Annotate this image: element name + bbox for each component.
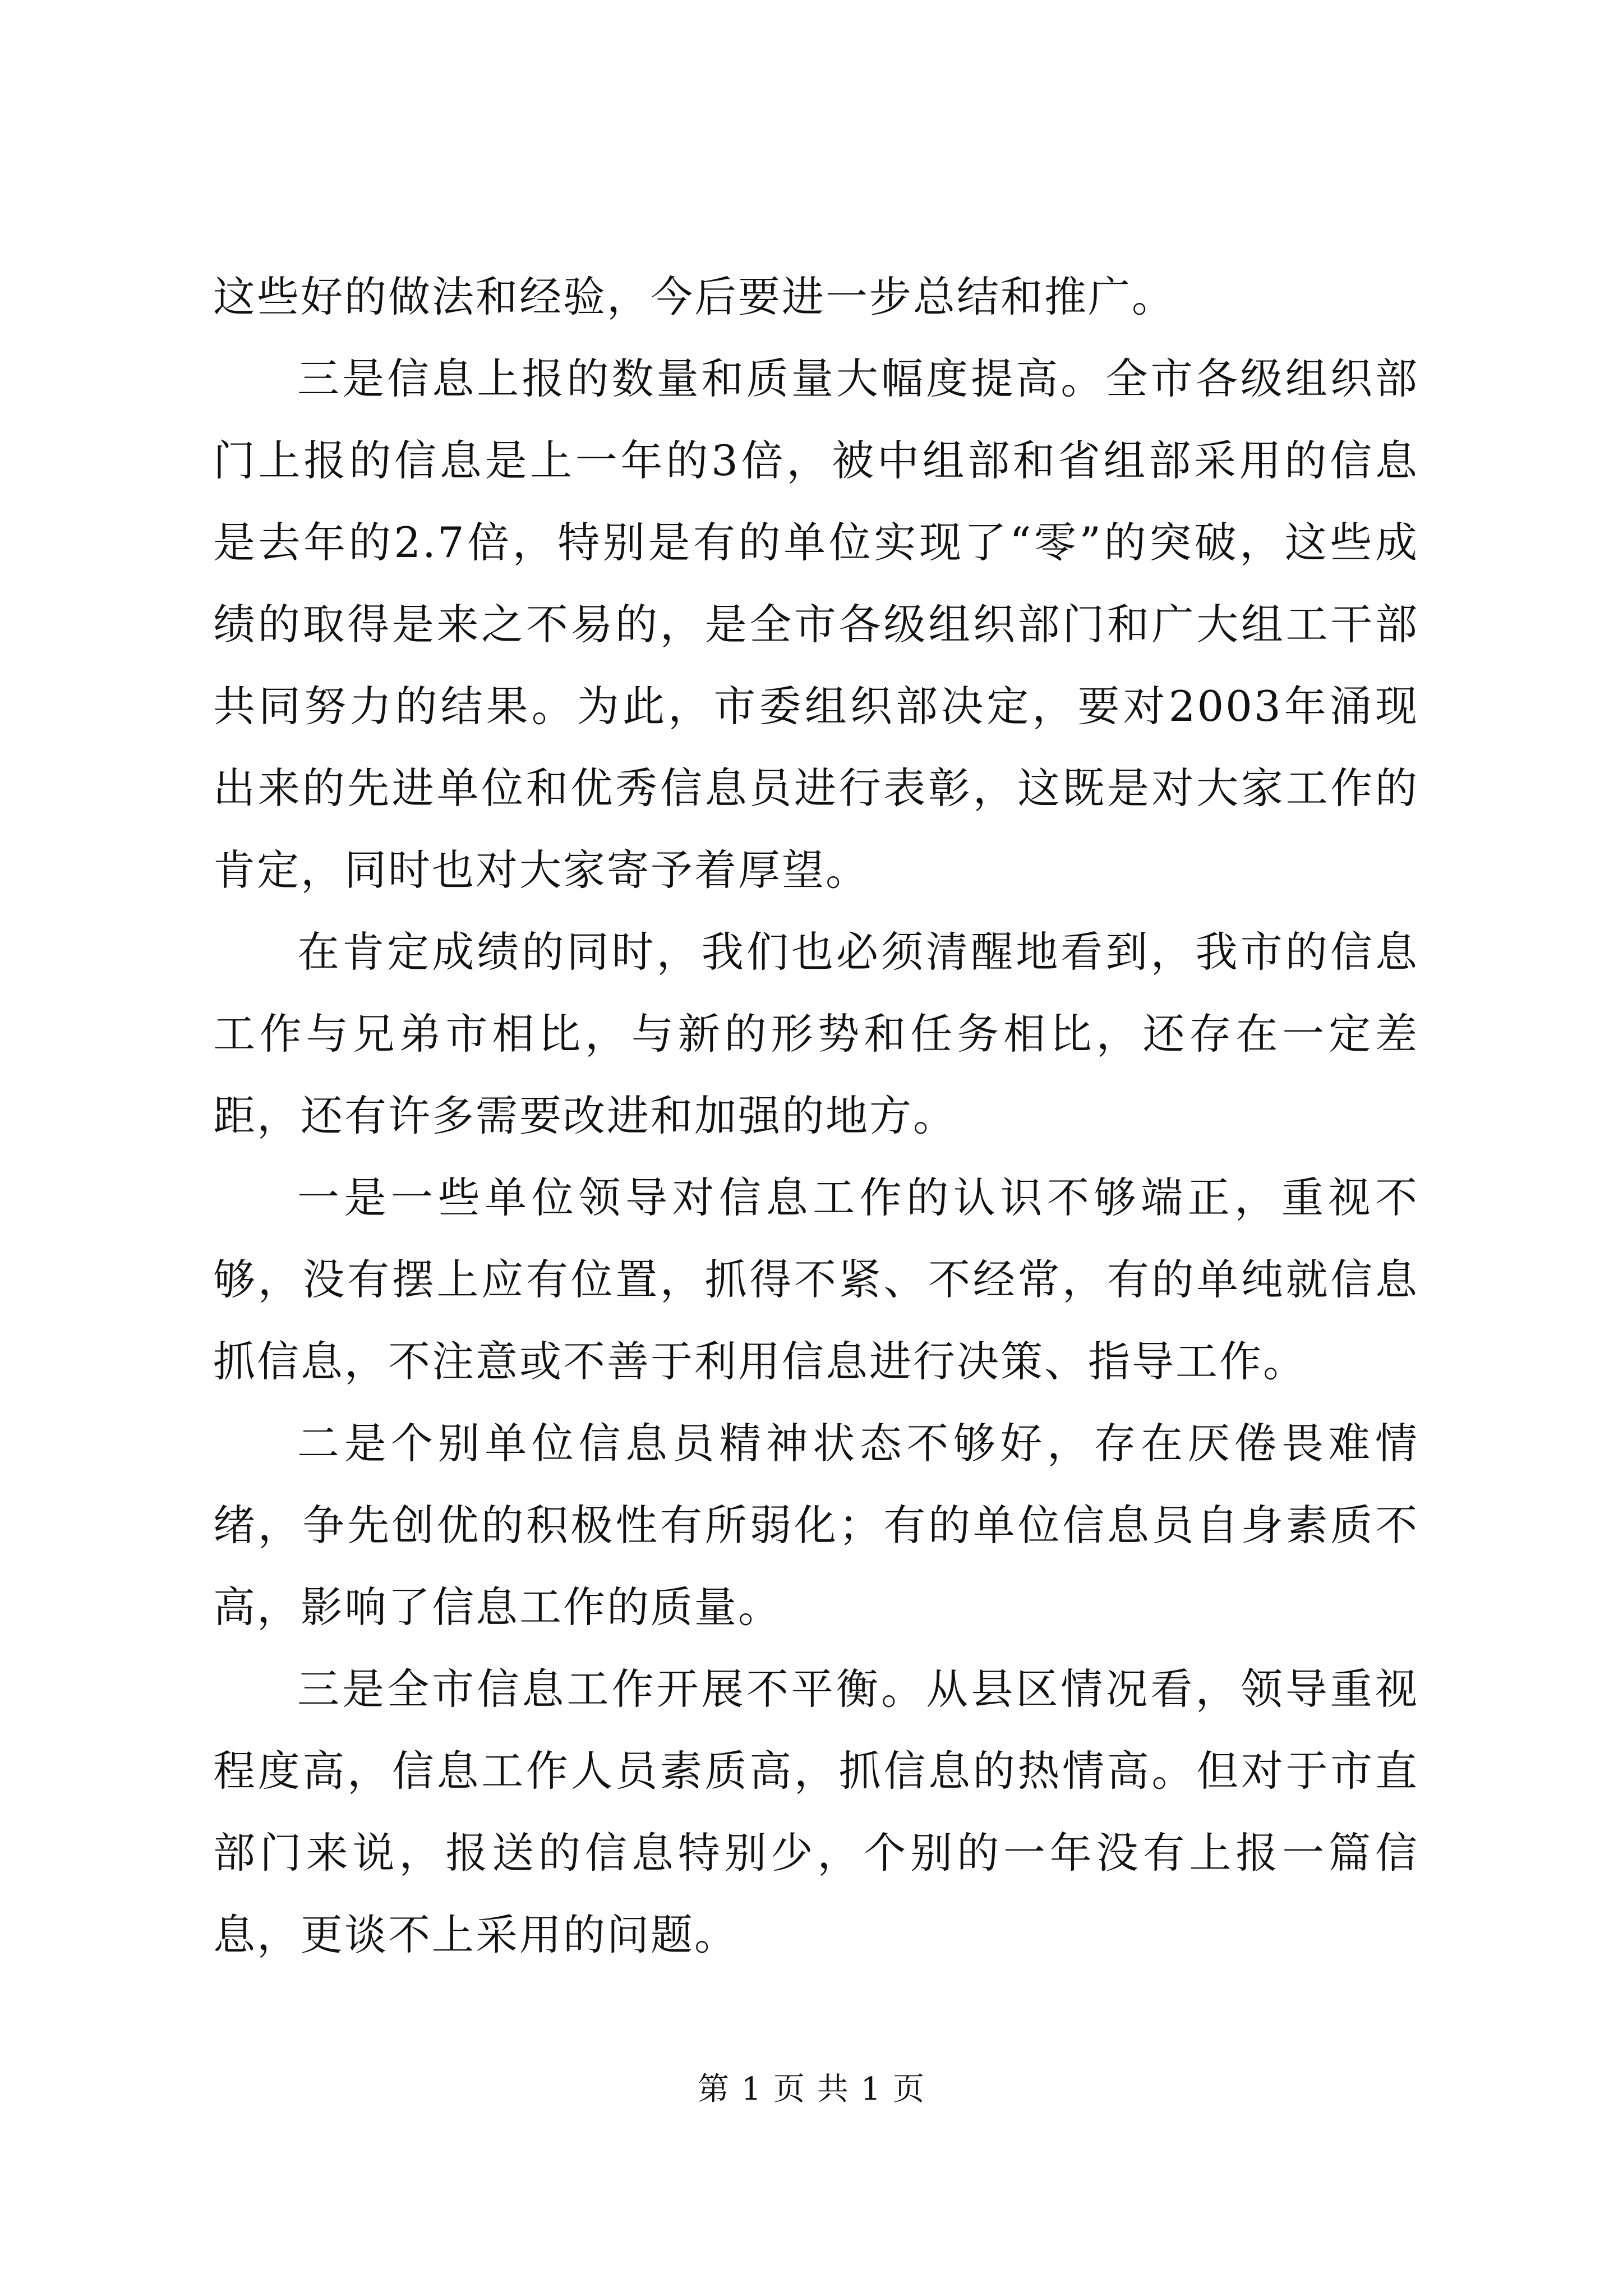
- document-body: [213, 256, 1419, 1976]
- paragraph-4: 一是一些单位领导对信息工作的认识不够端正，重视不够，没有摆上应有位置，抓得不紧、不经常，有的单纯就信息抓信息，不注意或不善于利用信息进行决策、指导工作。: [213, 1173, 1419, 1386]
- paragraph-1: 这些好的做法和经验，今后要进一步总结和推广。: [213, 272, 1176, 321]
- page-footer: [0, 2070, 1623, 2109]
- paragraph-2: 三是信息上报的数量和质量大幅度提高。全市各级组织部门上报的信息是上一年的3倍，被中组部和省组部采用的信息是去年的2.7倍，特别是有的单位实现了“零”的突破，这些成绩的取得是来之不易的，是全市各级组织部门和广大组工干部共同努力的结果。为此，市委组织部决定，要对2003年涌现出来的先进单位和优秀信息员进行表彰，这既是对大家工作的肯定，同时也对大家寄予着厚望。: [213, 354, 1419, 895]
- page-number: 第 1 页 共 1 页: [697, 2071, 926, 2108]
- paragraph-6: 三是全市信息工作开展不平衡。从县区情况看，领导重视程度高，信息工作人员素质高，抓信息的热情高。但对于市直部门来说，报送的信息特别少，个别的一年没有上报一篇信息，更谈不上采用的问题。: [213, 1664, 1419, 1959]
- paragraph-3: 在肯定成绩的同时，我们也必须清醒地看到，我市的信息工作与兄弟市相比，与新的形势和任务相比，还存在一定差距，还有许多需要改进和加强的地方。: [213, 927, 1419, 1140]
- paragraph-5: 二是个别单位信息员精神状态不够好，存在厌倦畏难情绪，争先创优的积极性有所弱化；有的单位信息员自身素质不高，影响了信息工作的质量。: [213, 1419, 1419, 1632]
